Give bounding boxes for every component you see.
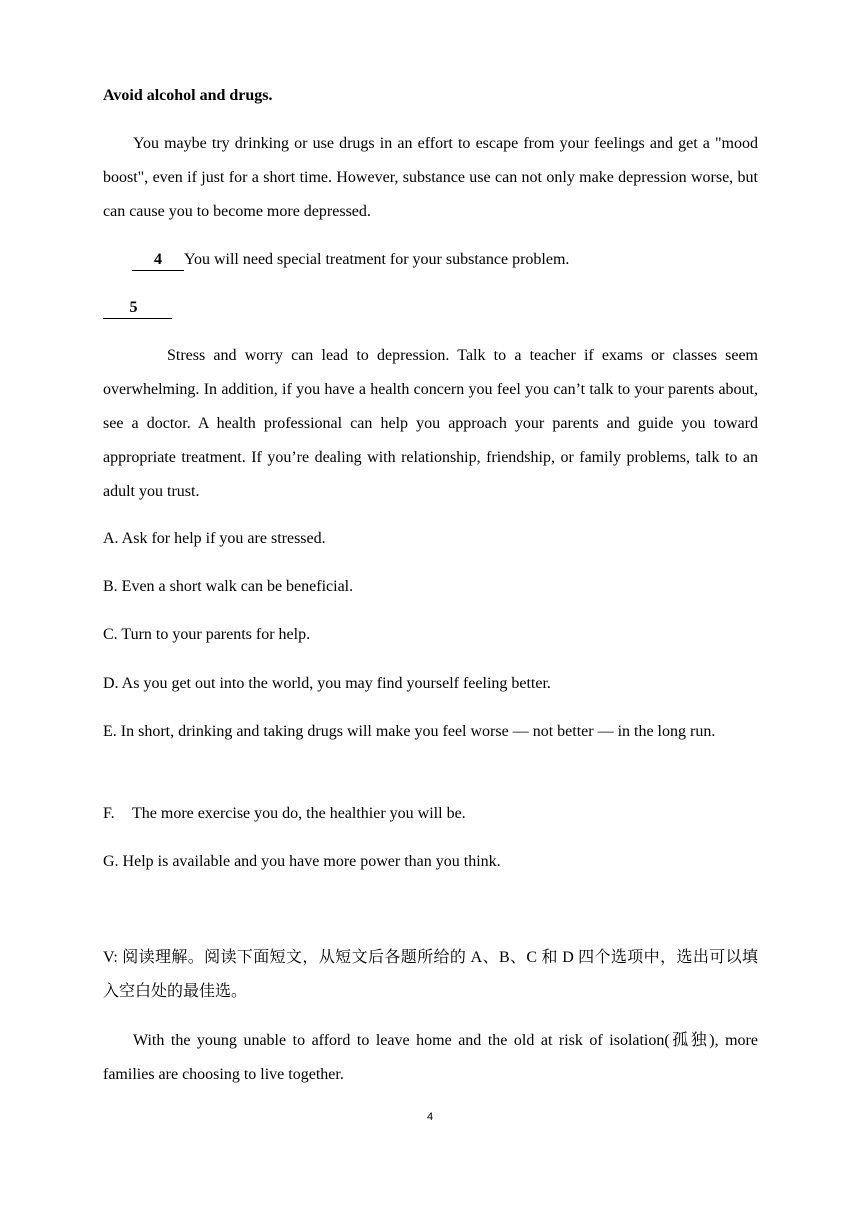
- blank-4-line: [132, 243, 758, 277]
- option-g: G. Help is available and you have more power than you think.: [103, 853, 501, 870]
- option-c: C. Turn to your parents for help.: [103, 626, 311, 643]
- option-f: [103, 797, 758, 831]
- option-f-text: The more exercise you do, the healthier you will be.: [132, 805, 466, 822]
- section-v-intro: With the young unable to afford to leave home and the old at risk of isolation(孤独), more families are choosing to live together.: [103, 1032, 758, 1083]
- blank-4-text: You will need special treatment for your substance problem.: [184, 251, 570, 268]
- option-a: A. Ask for help if you are stressed.: [103, 530, 326, 547]
- blank-4: 4: [132, 250, 184, 271]
- page-number: 4: [426, 1111, 434, 1123]
- section-heading: Avoid alcohol and drugs.: [103, 87, 273, 104]
- option-f-letter: F.: [103, 805, 115, 822]
- paragraph-stress: Stress and worry can lead to depression. Talk to a teacher if exams or classes seem overwhelming. In addition, if you have a health concern you feel you can’t talk to your parents about, see a doctor. A health professional can help you approach your parents and guide you toward appropriate treatment. If you’re dealing with relationship, friendship, or family problems, talk to an adult you trust.: [103, 347, 758, 500]
- document-page: [103, 0, 758, 1216]
- blank-5-line: [103, 291, 758, 325]
- option-e: E. In short, drinking and taking drugs will make you feel worse — not better — in the long run.: [103, 723, 716, 740]
- option-d: D. As you get out into the world, you may find yourself feeling better.: [103, 675, 551, 692]
- option-b: B. Even a short walk can be beneficial.: [103, 578, 354, 595]
- paragraph-alcohol: You maybe try drinking or use drugs in an effort to escape from your feelings and get a "mood boost", even if just for a short time. However, substance use can not only make depression worse, but can cause you to become more depressed.: [103, 135, 758, 220]
- blank-5: 5: [103, 298, 172, 319]
- section-v-instruction: V: 阅读理解。阅读下面短文，从短文后各题所给的 A、B、C 和 D 四个选项中，选出可以填入空白处的最佳选。: [103, 949, 758, 1000]
